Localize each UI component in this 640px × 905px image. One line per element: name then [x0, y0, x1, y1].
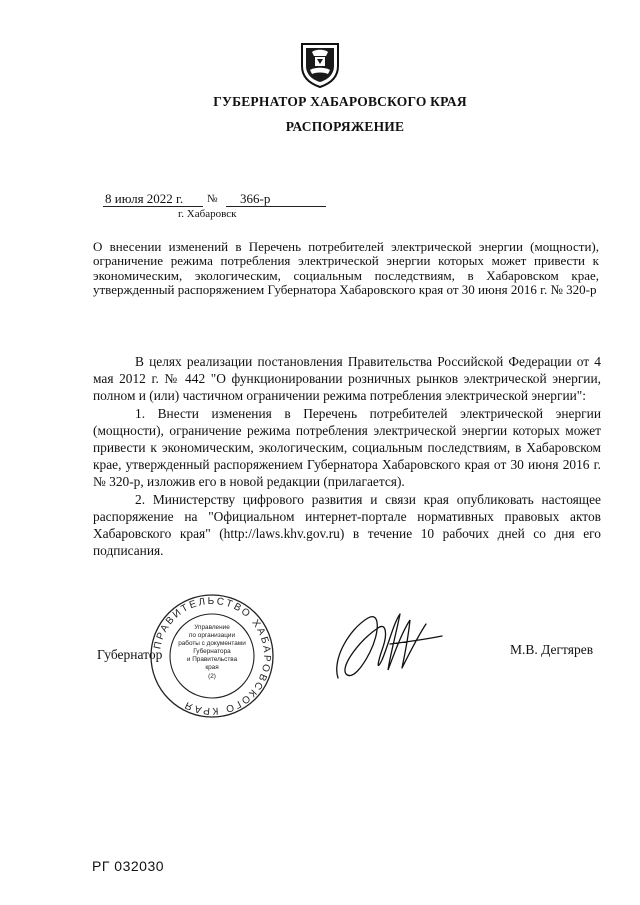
document-subject: О внесении изменений в Перечень потребителей электрической энергии (мощности), ограничение режима потребления электрической энергии которых может привести к экономическим, экологическим, социальным последствиям, в Хабаровском крае, утвержденный распоряжением Губернатора Хабаровского края от 30 июня 2016 г. № 320-р [93, 239, 599, 298]
coat-of-arms-icon [299, 40, 341, 88]
stamp-inner-line: Губернатора [193, 648, 231, 655]
body-item-1: 1. Внести изменения в Перечень потребителей электрической энергии (мощности), ограничение режима потребления электрической энергии которых может привести к экономическим, экологическим, социальным последствиям, в Хабаровском крае, утвержденный распоряжением Губернатора Хабаровского края от 30 июня 2016 г. № 320-р, изложив его в новой редакции (прилагается). [93, 405, 601, 490]
handwritten-signature [330, 600, 450, 690]
stamp-inner-line: Управление [194, 624, 230, 631]
document-type-title: РАСПОРЯЖЕНИЕ [285, 119, 405, 134]
stamp-ring-text: ПРАВИТЕЛЬСТВО ХАБАРОВСКОГО КРАЯ [152, 595, 273, 717]
stamp-inner-line: работы с документами [178, 640, 246, 647]
document-city: г. Хабаровск [178, 208, 237, 220]
signatory-title: Губернатор [97, 647, 163, 662]
signatory-name: М.В. Дегтярев [510, 642, 594, 657]
number-underline [226, 206, 326, 207]
document-number: 366-р [240, 191, 271, 206]
stamp-inner-line: и Правительства [186, 656, 238, 663]
number-label: № [207, 193, 218, 205]
official-stamp [148, 592, 276, 720]
body-intro-paragraph: В целях реализации постановления Правительства Российской Федерации от 4 мая 2012 г. № 442 "О функционировании розничных рынков электрической энергии, полном и (или) частичном ограничении режима потребления электрической энергии": [93, 354, 601, 404]
stamp-inner-line: по организации [188, 632, 236, 639]
stamp-inner-line: края [205, 664, 219, 671]
document-header-org: ГУБЕРНАТОР ХАБАРОВСКОГО КРАЯ [213, 94, 467, 109]
document-date: 8 июля 2022 г. [105, 191, 184, 206]
stamp-inner-line: (2) [208, 673, 216, 680]
document-body [93, 353, 601, 559]
date-underline [103, 206, 203, 207]
body-item-2: 2. Министерству цифрового развития и связи края опубликовать настоящее распоряжение на "Официальном интернет-портале нормативных правовых актов Хабаровского края" (http://laws.khv.gov.ru) в течение 10 рабочих дней со дня его подписания. [93, 491, 601, 559]
document-registry-code: РГ 032030 [92, 858, 165, 874]
